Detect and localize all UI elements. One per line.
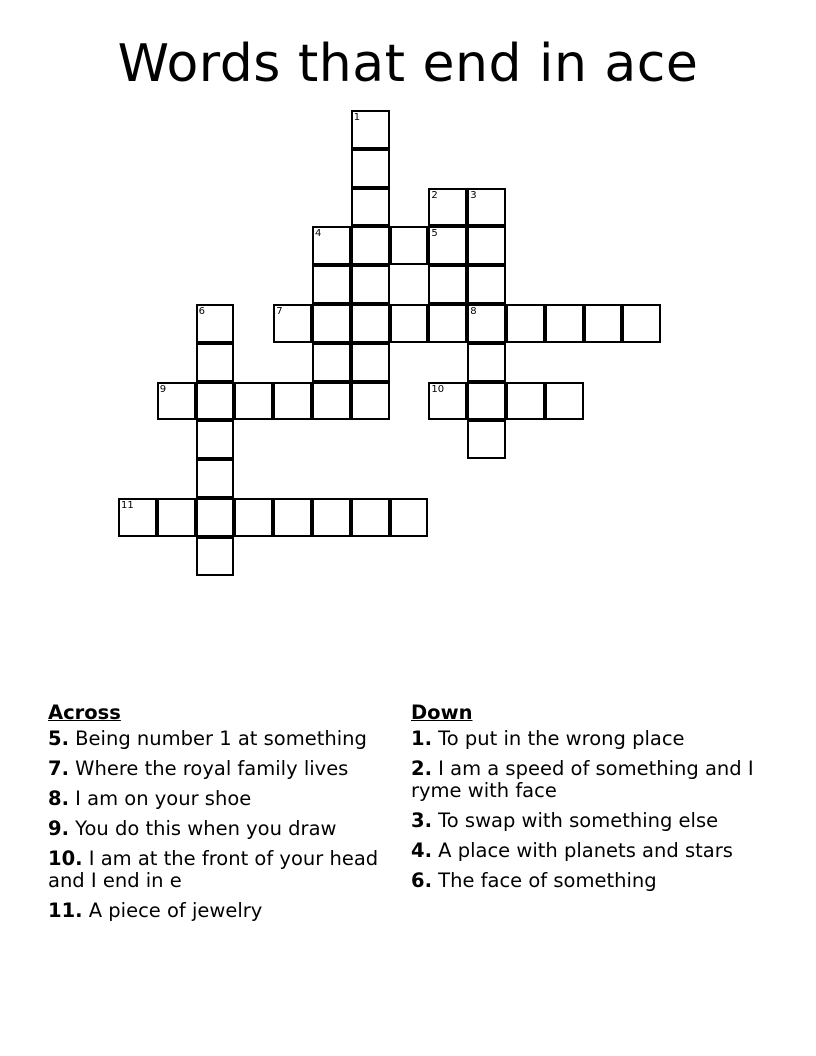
clue-number: 1 (353, 112, 361, 123)
grid-cell[interactable] (351, 498, 390, 537)
across-clue: 10. I am at the front of your head and I end in e (48, 847, 379, 892)
grid-cell[interactable] (467, 343, 506, 382)
across-clue: 5. Being number 1 at something (48, 727, 367, 750)
grid-cell[interactable] (545, 304, 584, 343)
across-clues (48, 702, 393, 930)
grid-cell[interactable] (196, 382, 235, 421)
clue-number: 4 (315, 228, 322, 240)
clue-number: 3 (470, 189, 477, 201)
grid-cell[interactable] (273, 498, 312, 537)
grid-cell[interactable] (157, 382, 196, 421)
grid-cell[interactable] (196, 537, 235, 576)
grid-cell[interactable] (467, 265, 506, 304)
grid-cell[interactable] (428, 226, 467, 265)
across-heading: Across (48, 701, 121, 724)
grid-cell[interactable] (390, 498, 429, 537)
grid-cell[interactable] (196, 420, 235, 459)
grid-cell[interactable] (467, 188, 506, 227)
grid-cell[interactable] (467, 304, 506, 343)
grid-cell[interactable] (196, 304, 235, 343)
grid-cell[interactable] (428, 304, 467, 343)
grid-cell[interactable] (506, 382, 545, 421)
grid-cell[interactable] (428, 382, 467, 421)
across-clue: 7. Where the royal family lives (48, 757, 349, 780)
grid-cell[interactable] (273, 382, 312, 421)
grid-cell[interactable] (196, 343, 235, 382)
down-clue: 4. A place with planets and stars (411, 839, 733, 862)
grid-cell[interactable] (312, 265, 351, 304)
clue-number: 10 (431, 383, 445, 395)
grid-cell[interactable] (428, 265, 467, 304)
grid-cell[interactable] (428, 188, 467, 227)
grid-cell[interactable] (506, 304, 545, 343)
clue-number: 9 (159, 383, 167, 395)
grid-cell[interactable] (312, 382, 351, 421)
down-clues (411, 702, 771, 900)
clue-number: 11 (121, 500, 134, 511)
grid-cell[interactable] (390, 304, 429, 343)
grid-cell[interactable] (312, 498, 351, 537)
grid-cell[interactable] (196, 498, 235, 537)
grid-cell[interactable] (234, 382, 273, 421)
grid-cell[interactable] (351, 382, 390, 421)
grid-cell[interactable] (312, 343, 351, 382)
grid-cell[interactable] (157, 498, 196, 537)
clue-number: 2 (431, 189, 438, 201)
grid-cell[interactable] (467, 420, 506, 459)
clue-number: 7 (276, 306, 283, 317)
grid-cell[interactable] (312, 226, 351, 265)
grid-cell[interactable] (351, 188, 390, 227)
down-clue: 2. I am a speed of something and I ryme with face (411, 757, 754, 802)
across-clue: 8. I am on your shoe (48, 787, 252, 810)
grid-cell[interactable] (351, 265, 390, 304)
grid-cell[interactable] (545, 382, 584, 421)
down-clue: 3. To swap with something else (411, 809, 719, 832)
grid-cell[interactable] (273, 304, 312, 343)
grid-cell[interactable] (351, 149, 390, 188)
grid-cell[interactable] (467, 226, 506, 265)
grid-cell[interactable] (312, 304, 351, 343)
down-clue: 6. The face of something (411, 869, 657, 892)
grid-cell[interactable] (351, 343, 390, 382)
down-clue: 1. To put in the wrong place (411, 727, 685, 750)
puzzle-title: Words that end in ace (117, 34, 699, 94)
grid-cell[interactable] (234, 498, 273, 537)
grid-cell[interactable] (196, 459, 235, 498)
clue-number: 5 (431, 228, 438, 240)
grid-cell[interactable] (351, 110, 390, 149)
across-clue: 9. You do this when you draw (48, 817, 337, 840)
clue-number: 8 (470, 306, 477, 317)
across-clue: 11. A piece of jewelry (48, 899, 263, 922)
down-heading: Down (411, 701, 473, 724)
grid-cell[interactable] (351, 226, 390, 265)
grid-cell[interactable] (467, 382, 506, 421)
grid-cell[interactable] (351, 304, 390, 343)
grid-cell[interactable] (584, 304, 623, 343)
grid-cell[interactable] (390, 226, 429, 265)
clue-number: 6 (198, 306, 205, 317)
grid-cell[interactable] (622, 304, 661, 343)
grid-cell[interactable] (118, 498, 157, 537)
